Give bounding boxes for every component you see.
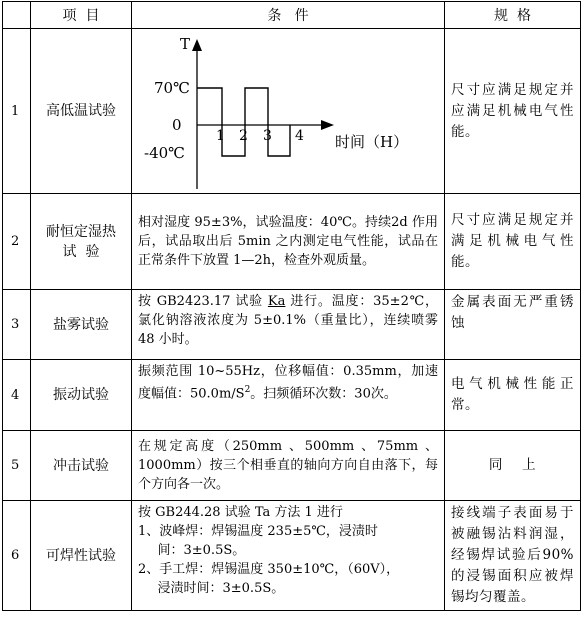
x-axis-arrow <box>321 120 334 130</box>
test-spec-table <box>2 1 581 611</box>
y-axis-label: T <box>180 35 191 53</box>
condition-text: 振频范围 10~55Hz，位移幅值：0.35mm，加速度幅值：50.0m/S <box>138 364 438 402</box>
row-number: 1 <box>3 29 31 194</box>
row-number: 6 <box>3 501 31 611</box>
condition-line: 1、波峰焊：焊锡温度 235±5℃，浸渍时 <box>138 524 378 539</box>
test-method-code: Ka <box>267 294 286 309</box>
condition-text: 进行。温度：35±2℃，氯化钠溶液浓度为 5±0.1%（重量比），连续喷雾 48 小时。 <box>138 294 438 347</box>
row-item: 振动试验 <box>31 360 132 431</box>
step-label: 3 <box>263 128 272 144</box>
row-item-line: 耐恒定湿热 <box>46 223 116 240</box>
table-row <box>3 290 581 360</box>
temperature-waveform <box>197 88 290 156</box>
row-spec: 尺寸应满足规定并满足机械电气性能。 <box>445 194 581 290</box>
condition-text: 。扫频循环次数：30次。 <box>250 386 397 402</box>
header-num-cell <box>3 2 31 29</box>
x-axis-label: 时间（H） <box>335 133 409 151</box>
table-row <box>3 431 581 501</box>
row-spec: 接线端子表面易于被融锡沾料润湿，经锡焊试验后90%的浸锡面积应被焊锡均匀覆盖。 <box>445 501 581 611</box>
row-spec: 金属表面无严重锈蚀 <box>445 290 581 360</box>
row-item: 盐雾试验 <box>31 290 132 360</box>
temperature-cycle-graph <box>132 29 445 193</box>
row-condition <box>132 501 445 611</box>
row-number: 4 <box>3 360 31 431</box>
high-temp-label: 70℃ <box>154 79 190 97</box>
row-item: 高低温试验 <box>31 29 132 194</box>
row-item <box>31 194 132 290</box>
condition-line: 2、手工焊：焊锡温度 350±10℃，（60V）， <box>138 562 400 577</box>
low-temp-label: -40℃ <box>144 144 185 162</box>
row-number: 2 <box>3 194 31 290</box>
row-number: 3 <box>3 290 31 360</box>
table-row <box>3 29 581 194</box>
row-item: 冲击试验 <box>31 431 132 501</box>
table-row <box>3 501 581 611</box>
superscript: 2 <box>244 385 251 395</box>
header-row <box>3 2 581 29</box>
row-condition <box>132 290 445 360</box>
step-label: 4 <box>295 128 304 144</box>
zero-label: 0 <box>172 116 182 134</box>
condition-line: 浸渍时间：3±0.5S。 <box>157 581 285 596</box>
header-condition: 条 件 <box>132 2 445 29</box>
table-row <box>3 194 581 290</box>
step-label: 1 <box>216 128 225 144</box>
row-number: 5 <box>3 431 31 501</box>
row-condition: 在规定高度（250mm 、500mm 、75mm 、1000mm）按三个相垂直的轴向方向自由落下，每个方向各一次。 <box>132 431 445 501</box>
temperature-cycle-graph-cell <box>132 29 445 194</box>
row-condition <box>132 360 445 431</box>
condition-text: 按 GB2423.17 试验 <box>138 294 268 309</box>
row-item: 可焊性试验 <box>31 501 132 611</box>
condition-line: 按 GB244.28 试验 Ta 方法 1 进行 <box>138 505 343 520</box>
row-item-line: 试 验 <box>62 243 100 260</box>
step-label: 2 <box>239 128 248 144</box>
row-condition: 相对湿度 95±3%，试验温度：40℃。持续2d 作用后，试品取出后 5min 之内测定电气性能，试品在正常条件下放置 1—2h，检查外观质量。 <box>132 194 445 290</box>
row-spec: 电气机械性能正常。 <box>445 360 581 431</box>
header-spec: 规 格 <box>445 2 581 29</box>
row-spec: 同 上 <box>445 431 581 501</box>
condition-line: 间：3±0.5S。 <box>157 543 246 558</box>
table-row <box>3 360 581 431</box>
header-item: 项 目 <box>31 2 132 29</box>
y-axis-arrow <box>192 39 202 51</box>
row-spec: 尺寸应满足规定并应满足机械电气性能。 <box>445 29 581 194</box>
